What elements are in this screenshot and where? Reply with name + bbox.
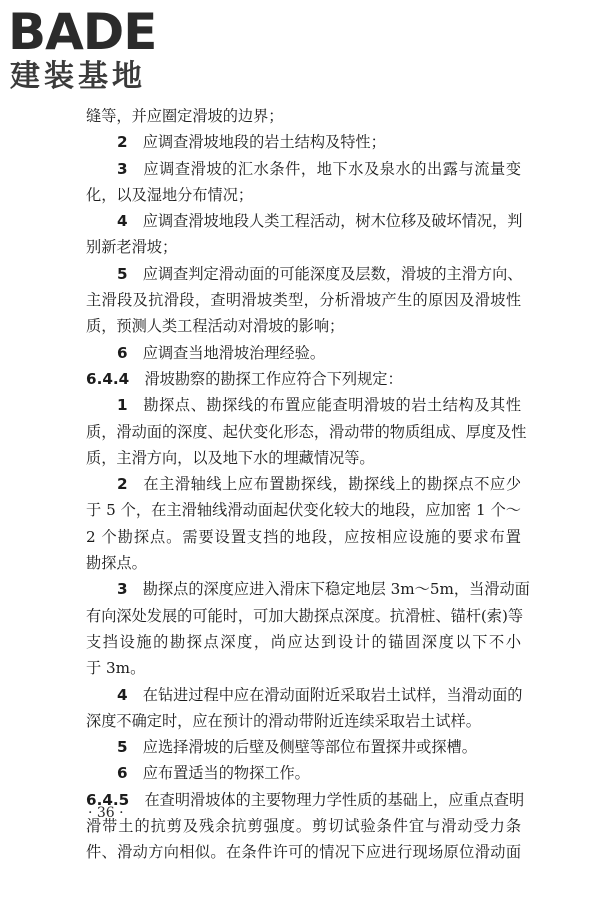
text-line bbox=[86, 760, 521, 786]
clause-number: 3 bbox=[117, 580, 128, 599]
text-line bbox=[86, 208, 521, 234]
line-text: 应选择滑坡的后壁及侧壁等部位布置探井或探槽。 bbox=[142, 738, 477, 757]
line-text: 于 5 个，在主滑轴线滑动面起伏变化较大的地段，应加密 1 个～ bbox=[86, 501, 521, 520]
line-text: 滑带土的抗剪及残余抗剪强度。剪切试验条件宜与滑动受力条 bbox=[86, 817, 521, 836]
line-text: 别新老滑坡； bbox=[86, 238, 178, 257]
line-text: 支挡设施的勘探点深度，尚应达到设计的锚固深度以下不小 bbox=[86, 632, 521, 651]
text-line bbox=[86, 813, 521, 839]
text-line bbox=[86, 550, 521, 576]
text-line bbox=[86, 313, 521, 339]
text-line bbox=[86, 234, 521, 260]
line-text: 质，预测人类工程活动对滑坡的影响； bbox=[86, 317, 345, 336]
line-text: 质，主滑方向，以及地下水的埋藏情况等。 bbox=[86, 448, 375, 467]
line-text: 勘探点的深度应进入滑床下稳定地层 3m～5m，当滑动面 bbox=[142, 580, 530, 599]
clause-number: 4 bbox=[117, 685, 128, 704]
clause-number: 6.4.4 bbox=[86, 369, 130, 388]
clause-number: 3 bbox=[117, 159, 128, 178]
line-text: 在主滑轴线上应布置勘探线，勘探线上的勘探点不应少 bbox=[142, 475, 521, 494]
text-line bbox=[86, 471, 521, 497]
text-line bbox=[86, 392, 521, 418]
clause-number: 4 bbox=[117, 212, 128, 231]
clause-number: 6 bbox=[117, 764, 128, 783]
text-line bbox=[86, 576, 530, 602]
line-text: 应布置适当的物探工作。 bbox=[142, 764, 310, 783]
line-text: 应调查当地滑坡治理经验。 bbox=[142, 343, 326, 362]
text-line bbox=[86, 839, 521, 865]
line-text: 缝等，并应圈定滑坡的边界； bbox=[86, 107, 284, 125]
text-line bbox=[86, 629, 521, 655]
text-line bbox=[86, 445, 521, 471]
clause-number: 5 bbox=[117, 738, 128, 757]
clause-number: 5 bbox=[117, 264, 128, 283]
text-line bbox=[86, 261, 521, 287]
text-line bbox=[86, 787, 525, 813]
text-line bbox=[86, 182, 521, 208]
line-text: 在钻进过程中应在滑动面附近采取岩土试样，当滑动面的 bbox=[142, 685, 523, 704]
line-text: 化，以及湿地分布情况； bbox=[86, 185, 254, 204]
line-text: 勘探点。 bbox=[86, 554, 147, 573]
text-line bbox=[86, 708, 521, 734]
logo-wordmark: BADE bbox=[8, 3, 157, 61]
text-line bbox=[86, 287, 521, 313]
text-line bbox=[86, 497, 521, 523]
text-line bbox=[86, 524, 521, 550]
clause-number: 6.4.5 bbox=[86, 790, 130, 809]
clause-number: 2 bbox=[117, 475, 128, 494]
line-text: 质，滑动面的深度、起伏变化形态，滑动带的物质组成、厚度及性 bbox=[86, 422, 527, 441]
logo-tagline: 建装基地 bbox=[10, 59, 146, 94]
line-text: 在查明滑坡体的主要物理力学性质的基础上，应重点查明 bbox=[144, 790, 525, 809]
logo bbox=[8, 3, 188, 96]
clause-number: 2 bbox=[117, 133, 128, 152]
page-number: · 36 · bbox=[88, 805, 124, 821]
line-text: 于 3m。 bbox=[86, 659, 146, 678]
line-text: 应调查判定滑动面的可能深度及层数，滑坡的主滑方向、 bbox=[142, 264, 523, 283]
text-line bbox=[86, 682, 521, 708]
text-line bbox=[86, 340, 521, 366]
text-line bbox=[86, 156, 521, 182]
document-body bbox=[86, 103, 530, 866]
text-line bbox=[86, 103, 521, 129]
line-text: 件、滑动方向相似。在条件许可的情况下应进行现场原位滑动面 bbox=[86, 843, 521, 862]
line-text: 深度不确定时，应在预计的滑动带附近连续采取岩土试样。 bbox=[86, 711, 481, 730]
clause-number: 6 bbox=[117, 343, 128, 362]
line-text: 主滑段及抗滑段，查明滑坡类型，分析滑坡产生的原因及滑坡性 bbox=[86, 291, 521, 310]
text-line bbox=[86, 129, 521, 155]
line-text: 2 个勘探点。需要设置支挡的地段，应按相应设施的要求布置 bbox=[86, 527, 521, 546]
text-line bbox=[86, 366, 521, 392]
line-text: 滑坡勘察的勘探工作应符合下列规定： bbox=[144, 369, 403, 388]
line-text: 有向深处发展的可能时，可加大勘探点深度。抗滑桩、锚杆(索)等 bbox=[86, 606, 524, 625]
text-line bbox=[86, 734, 521, 760]
line-text: 应调查滑坡地段的岩土结构及特性； bbox=[142, 133, 386, 152]
text-line bbox=[86, 655, 521, 681]
text-line bbox=[86, 419, 527, 445]
line-text: 勘探点、勘探线的布置应能查明滑坡的岩土结构及其性 bbox=[142, 396, 521, 415]
line-text: 应调查滑坡地段人类工程活动，树木位移及破坏情况，判 bbox=[142, 212, 523, 231]
text-line bbox=[86, 603, 524, 629]
clause-number: 1 bbox=[117, 396, 128, 415]
line-text: 应调查滑坡的汇水条件，地下水及泉水的出露与流量变 bbox=[142, 159, 521, 178]
